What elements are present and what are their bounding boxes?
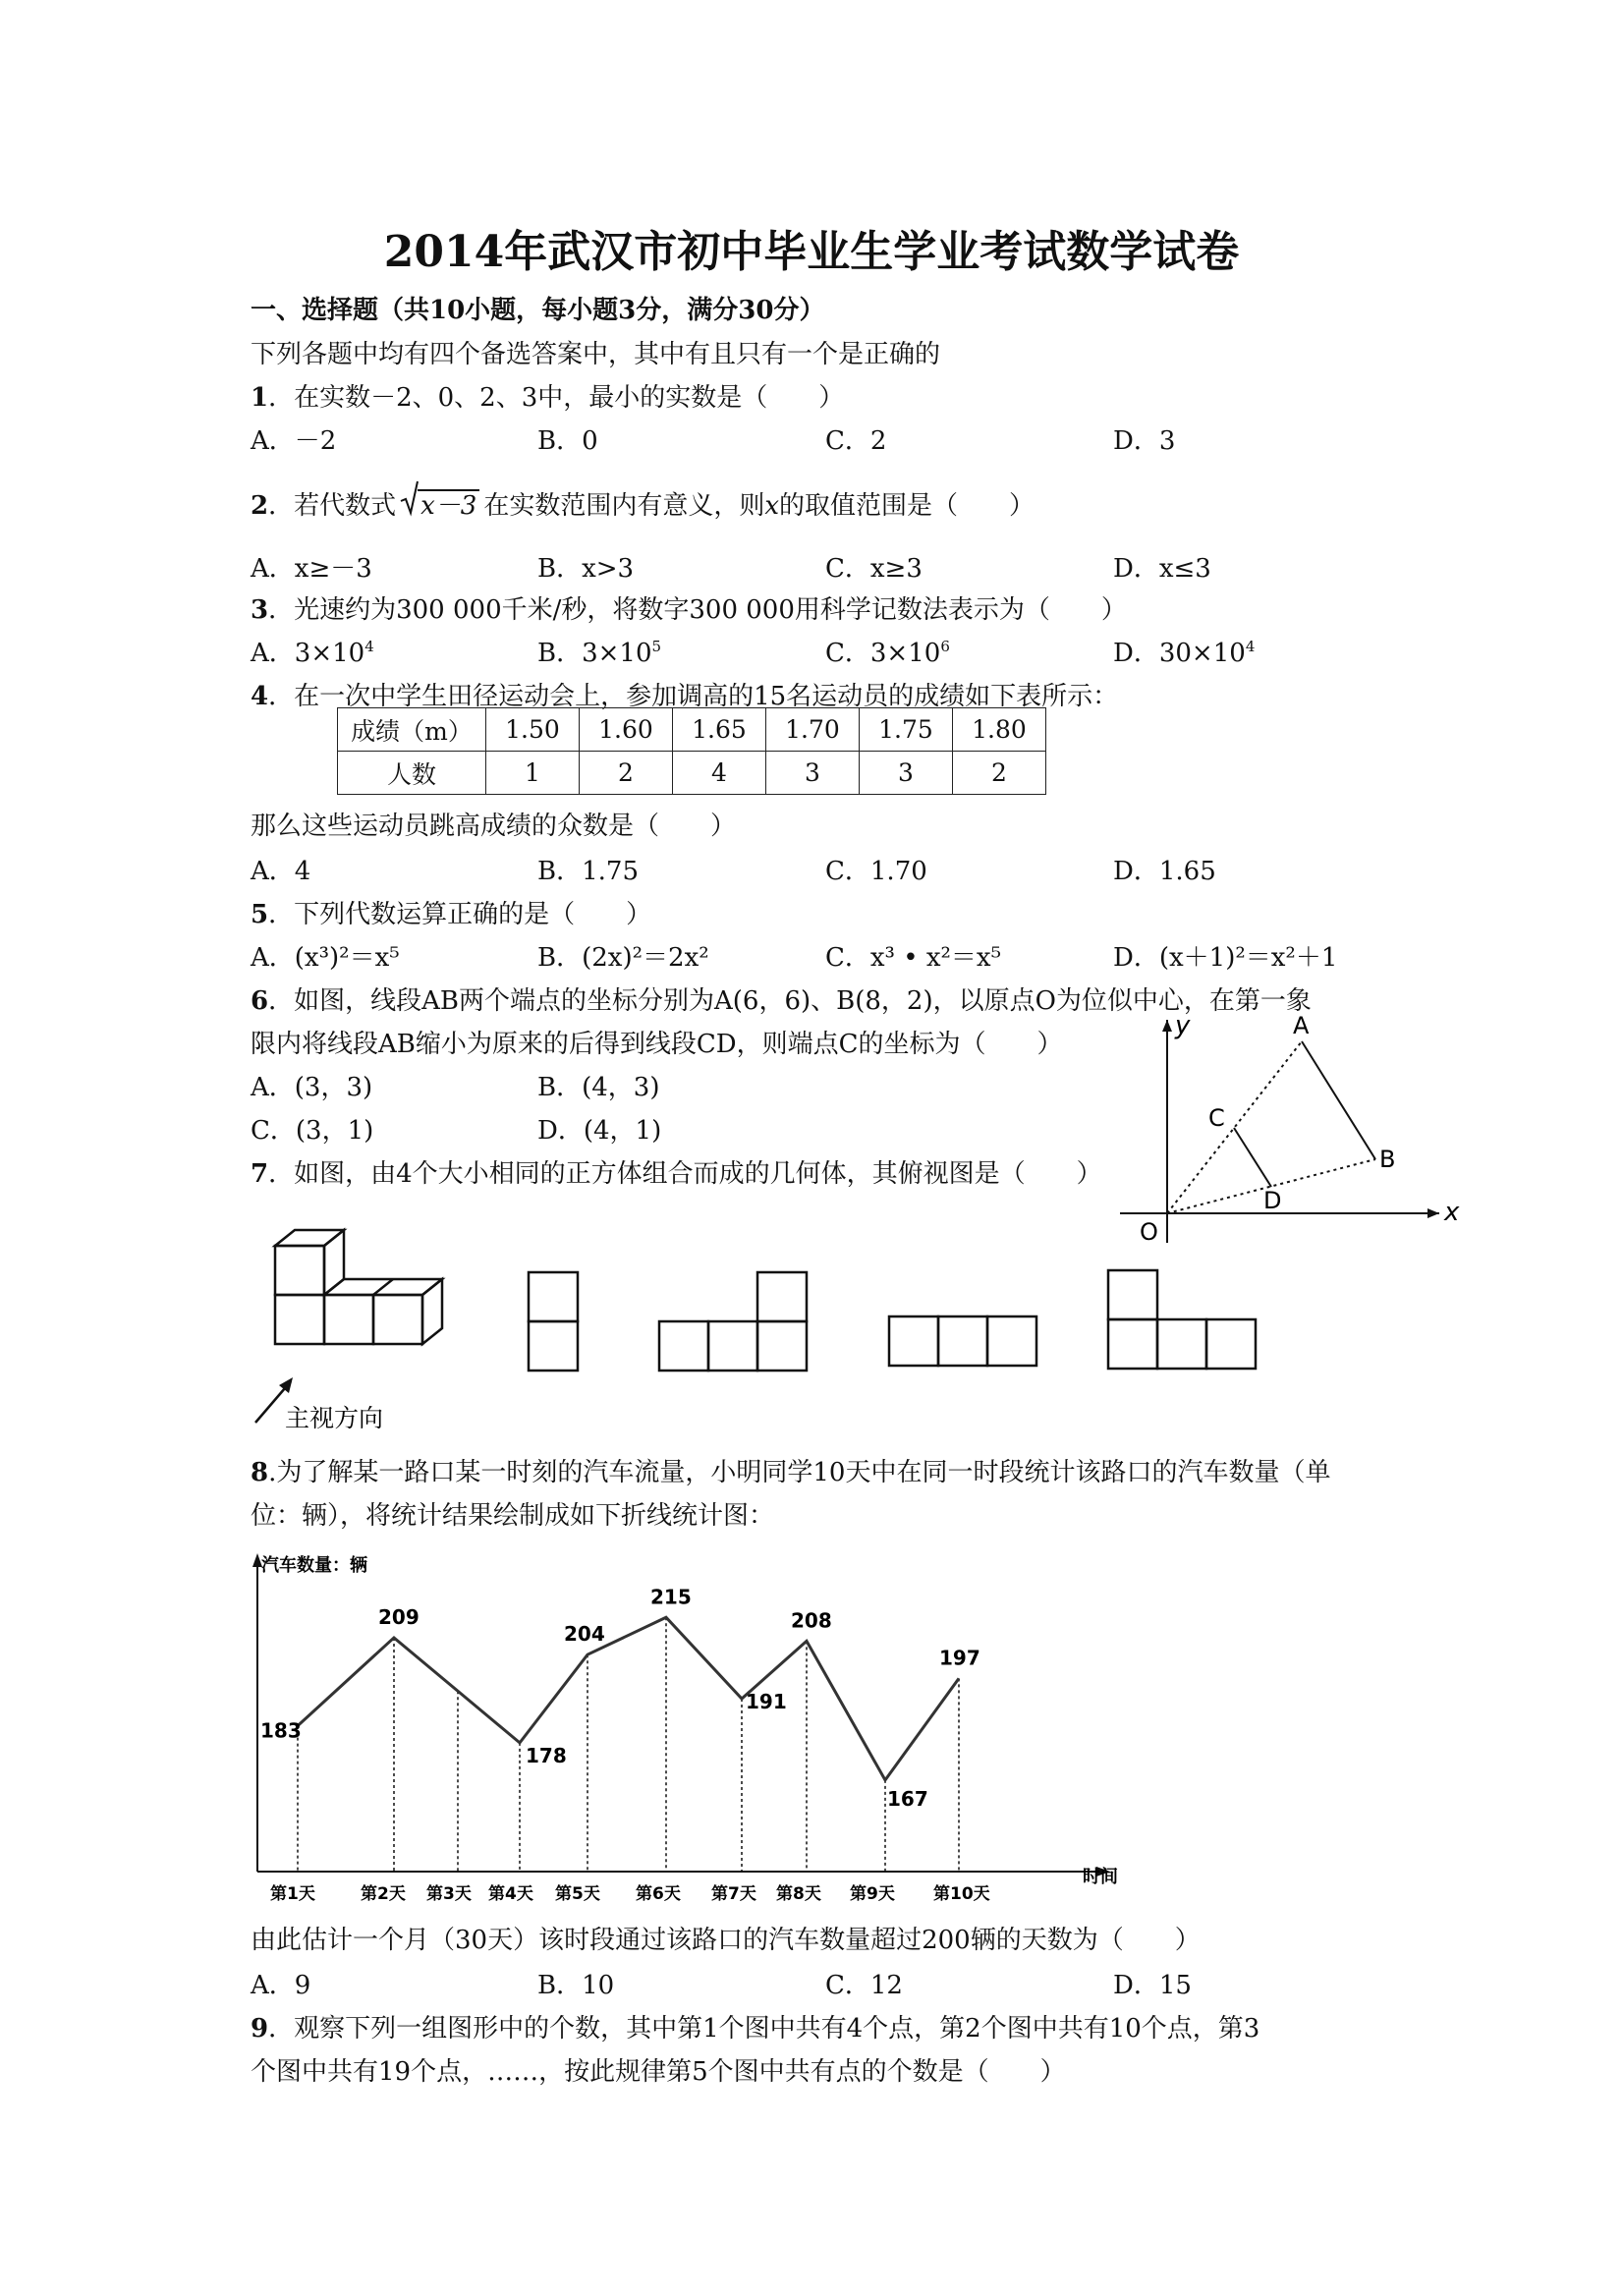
q5-option-c: C．x³ • x²＝x⁵	[825, 943, 1002, 973]
q4-question: 那么这些运动员跳高成绩的众数是（ ）	[251, 812, 737, 841]
question-5: 5．下列代数运算正确的是（ ）	[251, 900, 652, 929]
q3-option-a: A．$3\times 10^4$	[251, 638, 374, 668]
table-cell: 1.80	[953, 708, 1046, 752]
table-cell: 3	[766, 752, 860, 795]
chart-x-label: 时间	[1083, 1867, 1118, 1887]
q3-option-b: B．$3\times 10^5$	[537, 638, 662, 668]
table-cell: 2	[953, 752, 1046, 795]
q4-option-d: D．1.65	[1113, 857, 1216, 886]
q8-option-a: A．9	[251, 1971, 311, 2000]
table-row	[338, 752, 1046, 795]
label-d: D	[1263, 1187, 1282, 1214]
question-6-line2: 限内将线段AB缩小为原来的后得到线段CD，则端点C的坐标为（ ）	[251, 1030, 1063, 1059]
label-c: C	[1208, 1104, 1225, 1132]
q2-option-c: C．x≥3	[825, 554, 923, 584]
label-o: O	[1140, 1218, 1158, 1246]
category-label: 第2天	[361, 1884, 406, 1904]
q5-option-d: D．(x＋1)²＝x²＋1	[1113, 943, 1338, 973]
table-cell: 1.65	[673, 708, 766, 752]
q2-option-d: D．x≤3	[1113, 554, 1211, 584]
category-label: 第7天	[711, 1884, 756, 1904]
category-label: 第8天	[776, 1884, 821, 1904]
arrow-head-icon	[279, 1377, 293, 1393]
q6-option-a: A．(3，3)	[251, 1073, 373, 1102]
table-cell: 3	[860, 752, 953, 795]
question-8-line1: 8.为了解某一路口某一时刻的汽车流量，小明同学10天中在同一时段统计该路口的汽车数量（单	[251, 1458, 1331, 1487]
q7-option-b-figure	[656, 1267, 813, 1380]
sqrt-expression: x－3	[400, 485, 479, 522]
category-label: 第10天	[933, 1884, 990, 1904]
q8-option-d: D．15	[1113, 1971, 1192, 2000]
q7-solid-figure	[246, 1208, 462, 1434]
table-row	[338, 708, 1046, 752]
table-cell: 4	[673, 752, 766, 795]
label-y: y	[1175, 1012, 1191, 1040]
page-title: 2014年武汉市初中毕业生学业考试数学试卷	[383, 227, 1240, 277]
sqrt-sign-icon	[400, 479, 420, 519]
q8-question: 由此估计一个月（30天）该时段通过该路口的汽车数量超过200辆的天数为（ ）	[251, 1926, 1201, 1955]
question-9-line1: 9．观察下列一组图形中的个数，其中第1个图中共有4个点，第2个图中共有10个点，第3	[251, 2014, 1260, 2044]
chart-y-label: 汽车数量：辆	[261, 1555, 367, 1576]
q8-line-chart	[246, 1547, 1149, 1911]
segment-cd	[1234, 1128, 1271, 1187]
q7-option-d-figure	[1105, 1265, 1267, 1378]
q6-coordinate-figure	[1100, 1012, 1483, 1248]
table-cell: 1.50	[486, 708, 580, 752]
y-axis-arrow-icon	[1162, 1020, 1172, 1032]
question-4: 4．在一次中学生田径运动会上，参加调高的15名运动员的成绩如下表所示：	[251, 682, 1119, 711]
data-label: 215	[650, 1585, 692, 1609]
data-label: 197	[939, 1646, 980, 1670]
question-2: 2．若代数式 x－3 在实数范围内有意义，则x的取值范围是（ ）	[251, 485, 1035, 522]
q8-option-c: C．12	[825, 1971, 903, 2000]
category-label: 第4天	[488, 1884, 533, 1904]
q8-option-b: B．10	[537, 1971, 615, 2000]
data-label: 183	[260, 1718, 302, 1743]
question-9-line2: 个图中共有19个点，……，按此规律第5个图中共有点的个数是（ ）	[251, 2057, 1066, 2087]
q2-option-a: A．x≥－3	[251, 554, 372, 584]
data-label: 204	[564, 1622, 605, 1647]
label-b: B	[1379, 1146, 1396, 1173]
segment-ab	[1302, 1041, 1375, 1159]
question-1: 1．在实数－2、0、2、3中，最小的实数是（ ）	[251, 383, 845, 413]
q4-option-a: A．4	[251, 857, 311, 886]
q3-option-c: C．$3\times 10^6$	[825, 638, 950, 668]
q6-option-d: D．(4，1)	[537, 1116, 662, 1146]
direction-label: 主视方向	[285, 1404, 384, 1432]
question-8-line2: 位：辆），将统计结果绘制成如下折线统计图：	[251, 1501, 775, 1531]
q1-option-b: B．0	[537, 426, 598, 456]
series-line	[298, 1617, 959, 1780]
table-cell: 2	[580, 752, 673, 795]
q5-option-a: A．(x³)²＝x⁵	[251, 943, 400, 973]
q4-option-c: C．1.70	[825, 857, 927, 886]
q1-option-a: A．－2	[251, 426, 337, 456]
q2-option-b: B．x>3	[537, 554, 635, 584]
q7-option-a-figure	[526, 1267, 585, 1380]
q7-option-c-figure	[886, 1312, 1043, 1375]
q3-option-d: D．$30\times 10^4$	[1113, 638, 1256, 668]
data-label: 209	[378, 1604, 420, 1629]
q6-option-c: C．(3，1)	[251, 1116, 374, 1146]
data-label: 208	[791, 1608, 832, 1633]
q5-option-b: B．(2x)²＝2x²	[537, 943, 709, 973]
data-label: 167	[887, 1786, 928, 1811]
q1-option-c: C．2	[825, 426, 887, 456]
table-header-height: 成绩（m）	[338, 708, 486, 752]
table-cell: 1.60	[580, 708, 673, 752]
q1-option-d: D．3	[1113, 426, 1176, 456]
category-label: 第5天	[555, 1884, 600, 1904]
question-3: 3．光速约为300 000千米/秒，将数字300 000用科学记数法表示为（ ）	[251, 595, 1127, 625]
category-label: 第1天	[270, 1884, 315, 1904]
category-label: 第6天	[636, 1884, 681, 1904]
x-axis-arrow-icon	[1427, 1208, 1439, 1218]
table-header-count: 人数	[338, 752, 486, 795]
q6-option-b: B．(4，3)	[537, 1073, 660, 1102]
table-cell: 1.70	[766, 708, 860, 752]
score-table	[337, 707, 1046, 795]
category-label: 第3天	[426, 1884, 472, 1904]
label-a: A	[1293, 1012, 1310, 1039]
data-label: 191	[746, 1690, 787, 1714]
category-label: 第9天	[850, 1884, 895, 1904]
q4-option-b: B．1.75	[537, 857, 639, 886]
data-label: 178	[526, 1743, 567, 1767]
question-6-line1: 6．如图，线段AB两个端点的坐标分别为A(6，6)、B(8，2)，以原点O为位似中心，在第一象	[251, 986, 1312, 1016]
table-cell: 1.75	[860, 708, 953, 752]
section-instruction: 下列各题中均有四个备选答案中，其中有且只有一个是正确的	[251, 340, 941, 369]
table-cell: 1	[486, 752, 580, 795]
question-7: 7．如图，由4个大小相同的正方体组合而成的几何体，其俯视图是（ ）	[251, 1159, 1102, 1189]
section-heading: 一、选择题（共10小题，每小题3分，满分30分）	[251, 296, 825, 325]
label-x: x	[1444, 1198, 1460, 1227]
